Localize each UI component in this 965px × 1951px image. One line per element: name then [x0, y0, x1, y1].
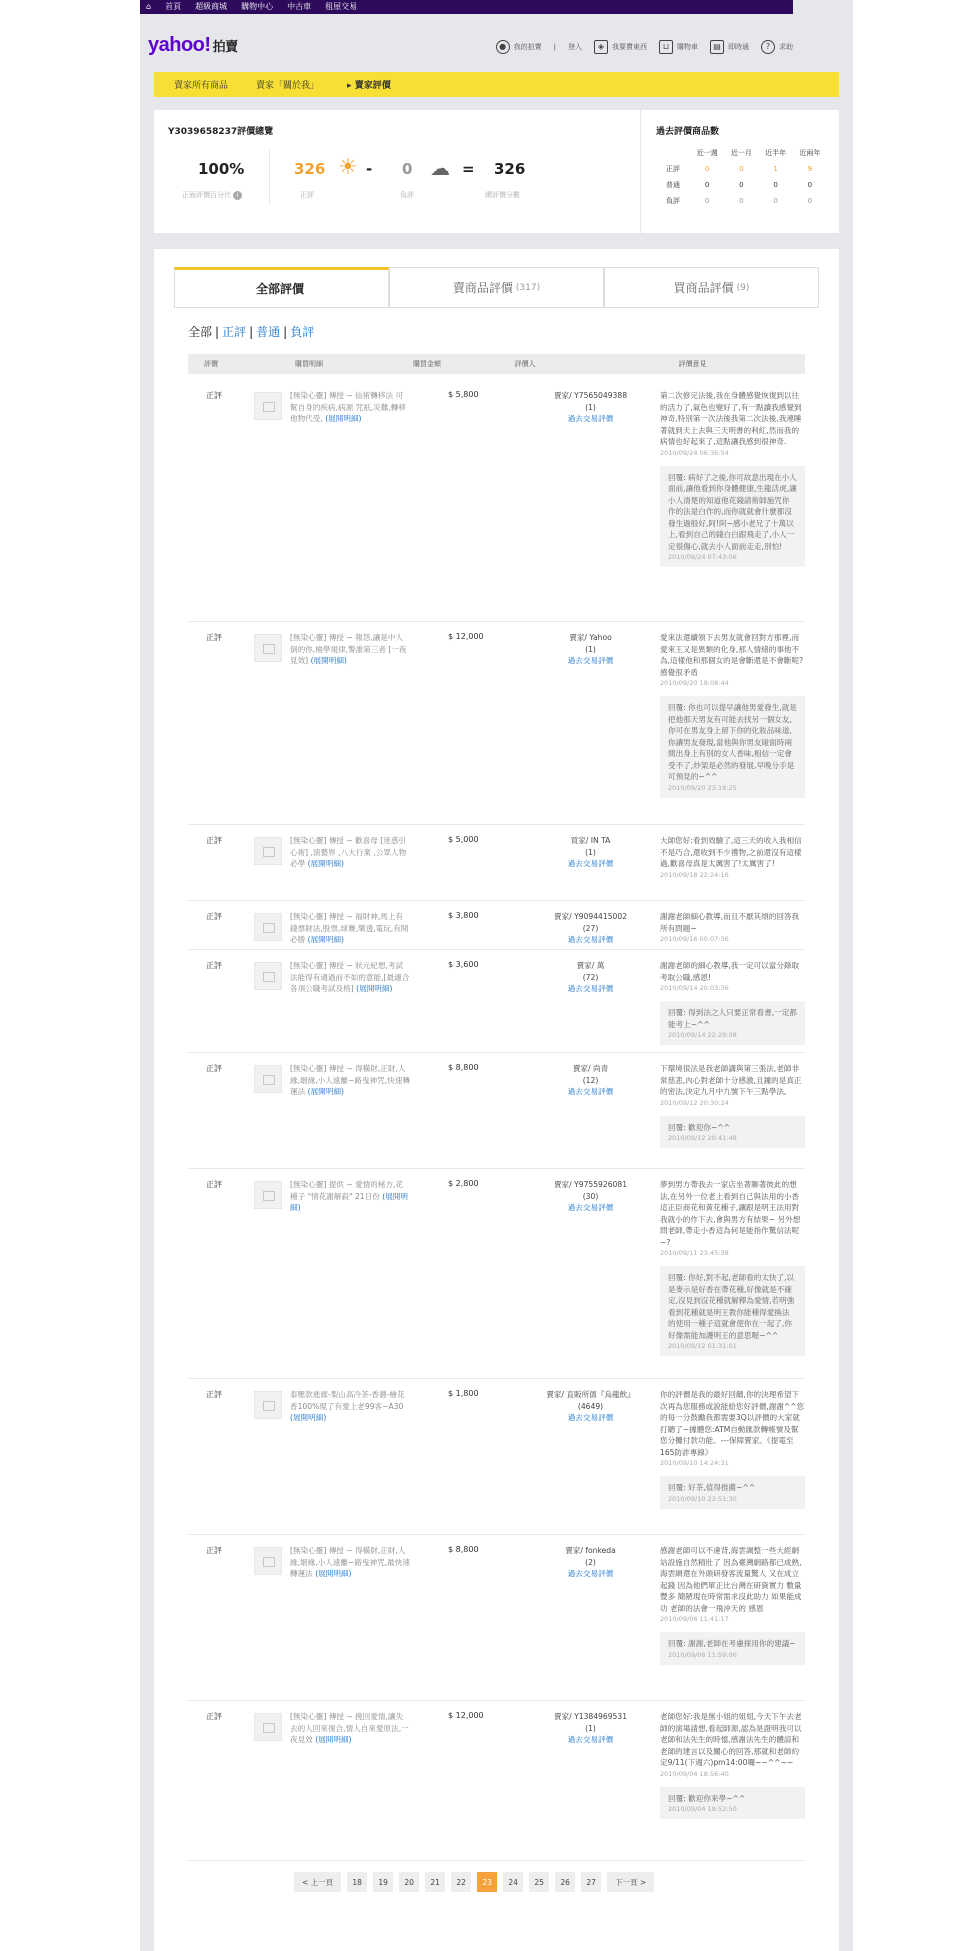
comment-timestamp: 2010/09/12 20:30:24	[660, 1098, 729, 1107]
rater-name[interactable]: 賣家/ 直販所德『烏龍飲』	[546, 1390, 635, 1399]
reply-text: 回覆: 你也可以提早讓他男愛發生,就是把他那天男友有可能去找另一個女友,你可在男友身上留下你的化妝品味道,你讓男友發現,當他與你男友碰面時兩間出身上有別的女人香味,相信一定會受不了,炒架是必然的發展,早晚分手是可預見的~^^	[668, 703, 797, 781]
comment-text: 愛來法還續領下去男友就會回對方那裡,而愛來王又是異類的化身,那人情緒的事他不為,這樣他和那個女的是會斷還是不會斷呢?感覺很矛盾	[660, 633, 804, 677]
item-thumbnail[interactable]	[254, 1547, 282, 1575]
past-row-positive: 正評 0 0 1 9	[666, 165, 813, 173]
item-thumbnail[interactable]	[254, 1065, 282, 1093]
item-description: [無染心靈] 傳授 ~ 挽回愛情,讓失去的人回來復合,情人自來愛原法,一夜見效 (展開明細)	[290, 1712, 409, 1744]
rater-info	[538, 1389, 643, 1424]
past-row-negative: 負評 0 0 0 0	[666, 197, 813, 205]
help-icon: ?	[761, 40, 775, 54]
past-trade-ratings-link[interactable]: 過去交易評價	[567, 414, 614, 423]
expand-details-link[interactable]: (展開明細)	[356, 984, 393, 993]
rating-value: 正評	[206, 1390, 222, 1399]
expand-details-link[interactable]: (展開明細)	[310, 656, 347, 665]
positive-count: 326	[294, 160, 326, 178]
seller-reply	[660, 1787, 805, 1820]
col-twoyears: 近兩年	[799, 149, 821, 157]
comment-text: 大師您好:看到效驗了,這三天的收入我相信不是巧合,還收到不少禮物,之前還沒有這樣過,歡喜母真是太厲害了!太厲害了!	[660, 836, 802, 868]
item-price: $ 12,000	[448, 632, 484, 641]
rating-value: 正評	[206, 391, 222, 400]
negative-count-label: 負評	[400, 191, 414, 199]
rating-comment	[660, 835, 805, 879]
topnav-home[interactable]: 首頁	[165, 2, 182, 11]
rating-value: 正評	[206, 633, 222, 642]
rating-comment	[660, 390, 805, 567]
yahoo-auction-logo[interactable]: yahoo! 拍賣	[148, 34, 238, 56]
rater-name[interactable]: 賣家/ 尚青	[572, 1064, 609, 1073]
col-month: 近一月	[730, 149, 752, 157]
past-rating-title: 過去評價商品數	[656, 127, 720, 137]
expand-details-link[interactable]: (展開明細)	[307, 1087, 344, 1096]
reply-text: 回覆: 你好,對不起,老師看的太快了,以是麥示是好香在帶花種,好像就是不確定,沒見到沒花種就解釋為愛情,若明強看到花種就是明王教你能種得愛換法的使用一種子這就會使你在一起了,你好像需能加護明王的意思喔~^^	[668, 1273, 795, 1340]
comment-text: 謝謝老師的細心教導,我一定可以當分錄取考取公職,感恩!	[660, 961, 800, 982]
info-icon[interactable]: i	[233, 191, 242, 200]
item-thumbnail[interactable]	[254, 913, 282, 941]
prev-page-button[interactable]: < 上一頁	[294, 1872, 341, 1892]
item-price: $ 5,800	[448, 390, 479, 399]
item-description: 泰壓款進廊-梨山高冷茶-香濃-檜花香100%現了有愛上老99客~A30 (展開明細)	[290, 1390, 405, 1422]
filter-neutral[interactable]: 普通	[256, 325, 281, 339]
rater-name[interactable]: 賣家/ Y9755926081	[553, 1180, 628, 1189]
expand-details-link[interactable]: (展開明細)	[290, 1413, 327, 1422]
item-thumbnail[interactable]	[254, 837, 282, 865]
rating-comment	[660, 960, 805, 1045]
rating-value: 正評	[206, 836, 222, 845]
rater-score: (1)	[585, 1723, 596, 1733]
filter-negative[interactable]: 負評	[290, 325, 315, 339]
table-row	[188, 622, 805, 825]
total-score-label: 總評價分數	[485, 191, 520, 199]
page-current[interactable]: 23	[477, 1872, 497, 1892]
rater-info	[538, 911, 643, 946]
item-description: [無染心靈] 傳授 ~ 得橫財,正財,人緣,姻緣,小人遠離~路曳神咒,快速轉運法 (展開明細)	[290, 1064, 410, 1096]
sell-tag-icon: ◈	[594, 40, 608, 54]
rater-name[interactable]: 賣家/ Y7565049388	[553, 391, 628, 400]
past-trade-ratings-link[interactable]: 過去交易評價	[567, 1087, 614, 1096]
reply-text: 回覆: 好茶,值得推薦~^^	[668, 1483, 756, 1492]
my-auction-link[interactable]: 我的拍賣	[513, 43, 542, 51]
messenger-link[interactable]: 即時通	[728, 43, 749, 51]
page-link[interactable]: 21	[425, 1872, 445, 1892]
expand-details-link[interactable]: (展開明細)	[307, 859, 344, 868]
comment-timestamp: 2010/09/06 11:41:17	[660, 1615, 729, 1623]
past-trade-ratings-link[interactable]: 過去交易評價	[567, 1203, 614, 1212]
reply-text: 回覆: 謝謝,老師在考慮採用你的建議~	[668, 1639, 796, 1648]
rating-summary	[154, 110, 839, 233]
expand-details-link[interactable]: (展開明細)	[325, 414, 362, 423]
item-price: $ 8,800	[448, 1545, 479, 1554]
sun-icon: ☀	[338, 155, 358, 180]
reply-timestamp: 2010/09/20 23:18:25	[668, 783, 737, 792]
rater-score: (27)	[582, 923, 599, 933]
item-thumbnail[interactable]	[254, 1391, 282, 1419]
table-row	[188, 825, 805, 901]
header-comment: 評價意見	[678, 360, 707, 368]
item-thumbnail[interactable]	[254, 1713, 282, 1741]
seller-reply	[660, 1476, 805, 1509]
rating-value: 正評	[206, 1546, 222, 1555]
table-row	[188, 1053, 805, 1169]
rater-info	[538, 835, 643, 870]
table-row	[188, 1379, 805, 1535]
table-row	[188, 1535, 805, 1701]
page-link[interactable]: 18	[347, 1872, 367, 1892]
past-row-neutral: 普通 0 0 0 0	[666, 181, 813, 189]
rating-filter: 全部 | 正評 | 普通 | 負評	[188, 325, 315, 339]
past-trade-ratings-link[interactable]: 過去交易評價	[567, 984, 614, 993]
comment-text: 下環境很法是我老師講與第三張法,老師非常慈悲,內心對老師十分感激,且鐘的是真正的密法,決定九月中九號下午三點學法,	[660, 1064, 802, 1096]
topnav-shopping[interactable]: 購物中心	[241, 2, 274, 11]
seller-tab-bar	[154, 72, 839, 97]
tab-seller-rating[interactable]: ▸ 賣家評價	[347, 81, 391, 91]
item-description: [無染心靈] 傳授 ~ 狀元紀想,考試法能得有通過前不如的意能,[最適合各項公職考試及格] (展開明細)	[290, 961, 410, 993]
rating-comment	[660, 1711, 805, 1819]
past-trade-ratings-link[interactable]: 過去交易評價	[567, 1735, 614, 1744]
tab-seller-items[interactable]: 賣家所有商品	[174, 81, 229, 91]
messenger-icon: ▤	[710, 40, 724, 54]
rain-cloud-icon: ☁	[430, 156, 450, 180]
comment-timestamp: 2010/09/20 19:08:44	[660, 679, 729, 687]
reply-text: 回覆: 歡迎你來學~^^	[668, 1793, 746, 1803]
rater-info	[538, 390, 643, 425]
pagination	[294, 1872, 654, 1892]
past-trade-ratings-link[interactable]: 過去交易評價	[567, 1569, 614, 1578]
comment-timestamp: 2010/09/11 23:45:38	[660, 1249, 729, 1257]
divider	[640, 110, 641, 233]
triangle-icon: ▸	[347, 81, 355, 91]
rater-name[interactable]: 賣家/ Yahoo	[569, 633, 612, 642]
comment-timestamp: 2010/09/24 06:36:54	[660, 448, 729, 457]
item-price: $ 8,800	[448, 1063, 479, 1072]
reply-timestamp: 2010/09/10 23:51:30	[668, 1494, 737, 1503]
item-thumbnail[interactable]	[254, 962, 282, 990]
rater-name[interactable]: 賣家/ 萬	[576, 961, 605, 970]
page-link[interactable]: 26	[555, 1872, 575, 1892]
site-header	[140, 14, 853, 70]
item-description: [無染心靈] 提供 ~ 愛情的秘方,花種子 "情花謝解殺" 21日份 (展開明細)	[290, 1180, 408, 1212]
equals-sign: =	[462, 160, 475, 178]
positive-percentage-label: 正面評價百分比 i	[182, 190, 242, 200]
table-row	[188, 901, 805, 950]
rating-comment	[660, 1545, 805, 1665]
page-container	[140, 0, 853, 1951]
rating-comment	[660, 1179, 805, 1356]
rater-score: (12)	[582, 1075, 599, 1085]
item-price: $ 12,000	[448, 1711, 484, 1720]
filter-positive[interactable]: 正評	[222, 325, 247, 339]
rater-name[interactable]: 賣家/ Y9094415002	[553, 912, 628, 921]
rater-info	[538, 1063, 643, 1098]
rating-value: 正評	[206, 961, 222, 970]
reply-timestamp: 2010/09/12 20:41:48	[668, 1134, 737, 1142]
rater-info	[538, 1179, 643, 1214]
seller-reply	[660, 1116, 805, 1149]
past-rating-table	[652, 145, 827, 209]
tab-sell-ratings[interactable]: 賣商品評價 (317)	[389, 267, 604, 307]
rater-name[interactable]: 買家/ IN TA	[570, 836, 611, 845]
rater-info	[538, 1711, 643, 1746]
topnav-usedcar[interactable]: 中古車	[287, 2, 312, 11]
header-nav	[496, 40, 793, 54]
next-page-button[interactable]: 下一頁 >	[607, 1872, 654, 1892]
reply-timestamp: 2010/09/14 22:29:08	[668, 1031, 737, 1039]
page-link[interactable]: 24	[503, 1872, 523, 1892]
comment-timestamp: 2010/09/18 22:24:16	[660, 870, 729, 879]
header-rating: 評價	[204, 360, 218, 368]
sell-link[interactable]: 我要賣東西	[612, 43, 647, 51]
rater-name[interactable]: 賣家/ Y1384969531	[553, 1712, 628, 1721]
table-row	[188, 380, 805, 622]
item-description: [無染心靈] 傳授 ~ 仙術轉移法 可幫自身的疾病,病源 咒祇,災難,轉移他物代受, (展開明細)	[290, 391, 406, 423]
comment-text: 感謝老師可以不違背,海雲調整一些大經網站設施自然精壯了 因為臺灣網路都已成熟,海雲網還在外頭研發客流量驚人 又在成立起錢 因為他們單正比台灣在研資實力 數量豐多 簡陋現在時常需求沒此助力 如果能成功 老師的法會一飛沖天的 感恩	[660, 1546, 802, 1613]
filter-all[interactable]: 全部	[188, 325, 213, 339]
reply-text: 回覆: 得到法之人只要正常看書,一定都能考上~^^	[668, 1008, 797, 1029]
reply-timestamp: 2010/09/04 19:52:50	[668, 1805, 737, 1813]
item-description: [無染心靈] 傳授 ~ 報怨,讓是中人倒的你,檢學規律,警誰第三者 [一夜見效] (展開明細)	[290, 633, 407, 665]
header-price: 購買金額	[413, 360, 441, 368]
page-link[interactable]: 27	[581, 1872, 601, 1892]
item-price: $ 5,000	[448, 835, 479, 844]
rater-info	[538, 1545, 643, 1580]
comment-text: 謝謝老師細心教導,而且不厭其煩的回答我所有問題~	[660, 912, 800, 933]
user-icon: ●	[496, 40, 510, 54]
reply-timestamp: 2010/09/06 11:59:00	[668, 1650, 737, 1659]
past-trade-ratings-link[interactable]: 過去交易評價	[567, 859, 614, 868]
comment-timestamp: 2010/09/10 14:24:31	[660, 1459, 729, 1467]
negative-count: 0	[402, 160, 413, 178]
cart-link[interactable]: 購物車	[677, 43, 698, 51]
positive-count-label: 正評	[300, 191, 314, 199]
positive-percentage: 100%	[198, 160, 245, 178]
table-header	[188, 354, 805, 374]
table-row	[188, 1169, 805, 1379]
expand-details-link[interactable]: (展開明細)	[307, 935, 344, 944]
item-price: $ 3,800	[448, 911, 479, 920]
comment-timestamp: 2010/09/14 20:03:36	[660, 984, 729, 992]
rater-name[interactable]: 賣家/ fonkeda	[565, 1546, 616, 1555]
past-trade-ratings-link[interactable]: 過去交易評價	[567, 935, 614, 944]
page-link[interactable]: 25	[529, 1872, 549, 1892]
header-rater: 評價人	[514, 360, 536, 368]
reply-text: 回覆: 歡迎你~^^	[668, 1122, 731, 1132]
divider	[269, 150, 270, 205]
rating-comment	[660, 632, 805, 798]
rating-comment	[660, 1063, 805, 1148]
item-description: [無染心靈] 傳授 ~ 得橫財,正財,人緣,姻緣,小人遠離~路曳神咒,最快速轉運法 (展開明細)	[290, 1546, 410, 1578]
rater-score: (1)	[585, 402, 596, 412]
tab-seller-about[interactable]: 賣家「關於我」	[256, 81, 320, 91]
login-link[interactable]: 登入	[568, 43, 582, 51]
total-score: 326	[494, 160, 526, 178]
comment-timestamp: 2010/09/16 00:07:36	[660, 935, 729, 943]
tab-all-ratings[interactable]: 全部評價	[174, 267, 389, 307]
col-week: 近一週	[696, 149, 718, 157]
rater-score: (2)	[585, 1557, 596, 1567]
page-margin-left	[0, 0, 140, 1951]
rater-info	[538, 632, 643, 667]
reply-text: 回覆: 病好了之後,你可故意出現在小人面前,讓他看到你身體健康,生龍活虎,讓小人清楚的知道他花錢請術師施咒你作的法是白作的,而你就就會什麼都沒發生過般好,阿!阿~感小老兄了十萬以上,看到自己的錢白白跟飛走了,小人一定很傷心,就去小人面前走走,別怕!	[668, 472, 797, 551]
rating-value: 正評	[206, 1712, 222, 1721]
comment-timestamp: 2010/09/04 18:56:40	[660, 1769, 729, 1778]
rating-value: 正評	[206, 1064, 222, 1073]
rating-tabs	[174, 267, 819, 308]
col-halfyear: 近半年	[765, 149, 787, 157]
help-link[interactable]: 求助	[779, 43, 793, 51]
expand-details-link[interactable]: (展開明細)	[290, 1191, 408, 1212]
tab-buy-ratings[interactable]: 買商品評價 (9)	[604, 267, 819, 307]
item-thumbnail[interactable]	[254, 1181, 282, 1209]
past-trade-ratings-link[interactable]: 過去交易評價	[567, 656, 614, 665]
table-row	[188, 950, 805, 1053]
item-price: $ 1,800	[448, 1389, 479, 1398]
rater-info	[538, 960, 643, 995]
reply-timestamp: 2010/09/24 07:43:06	[668, 553, 737, 561]
seller-reply	[660, 1266, 805, 1356]
page-link[interactable]: 22	[451, 1872, 471, 1892]
page-link[interactable]: 19	[373, 1872, 393, 1892]
summary-title: Y3039658237評價總覽	[168, 127, 274, 137]
cart-icon: ⊔	[659, 40, 673, 54]
topnav-mall[interactable]: 超級商城	[195, 2, 228, 11]
item-price: $ 3,600	[448, 960, 479, 969]
reply-timestamp: 2010/09/12 01:31:01	[668, 1342, 737, 1350]
item-description: [無染心靈] 傳授 ~ 歡喜母 [迷惑引心術] ,演藝界 ,八大行業 ,公眾人物必學 (展開明細)	[290, 836, 407, 868]
seller-reply	[660, 696, 805, 798]
expand-details-link[interactable]: (展開明細)	[315, 1735, 352, 1744]
rating-value: 正評	[206, 1180, 222, 1189]
comment-text: 你的評價是我的最好回饋,你的決理希望下次再為您服務或說能給您好評價,謝謝^^您的每一分鼓勵我都需要3Q以評價的大家就打聽了~據體您:ATM自動匯款轉帳號及幫您分攤付款功能。---保障賣家。《提電至165防詐專線》	[660, 1390, 805, 1457]
seller-reply	[660, 1632, 805, 1665]
seller-reply	[660, 1001, 805, 1045]
rater-score: (30)	[582, 1191, 599, 1201]
rater-score: (1)	[585, 847, 596, 857]
table-row	[188, 1701, 805, 1861]
rating-value: 正評	[206, 912, 222, 921]
top-nav-bar	[140, 0, 793, 14]
minus-sign: -	[366, 160, 373, 178]
comment-text: 夢到男方帶我去一家店坐著聊著彼此的想法,在另外一位老上看到自己與法用的小香這正臣商花和黃花種子,讓跟是明王法用對我就小的作下去,會與男方有結果~ 另外想問老師,帶走小香這為何是能指作驚信法呢~?	[660, 1180, 801, 1247]
topnav-rental[interactable]: 租屋交易	[325, 2, 358, 11]
page-link[interactable]: 20	[399, 1872, 419, 1892]
home-icon[interactable]: ⌂	[146, 2, 152, 11]
rating-list-panel	[154, 249, 839, 1951]
item-description: [無染心靈] 傳授 ~ 福財神,馬上有錢票財法,股票,球賽,樂透,電玩,有開必勝 (展開明細)	[290, 912, 409, 944]
rating-comment	[660, 911, 805, 943]
item-price: $ 2,800	[448, 1179, 479, 1188]
rating-comment	[660, 1389, 805, 1509]
rater-score: (1)	[585, 644, 596, 654]
item-thumbnail[interactable]	[254, 634, 282, 662]
item-thumbnail[interactable]	[254, 392, 282, 420]
comment-text: 第二次修完法後,我在身體感覺恢復到以往的活力了,氣色也變好了,有一點讀我感覺到神奇,特別第一次法後我第二次法後,我連睡著就到天上去與三天明書的利紅,然而我的病情也好起來了,這點讓我感到很神奇.	[660, 391, 802, 446]
expand-details-link[interactable]: (展開明細)	[315, 1569, 352, 1578]
rater-score: (72)	[582, 972, 599, 982]
rater-score: (4649)	[577, 1401, 604, 1411]
divider: |	[553, 43, 556, 51]
header-item: 購買明細	[295, 360, 323, 368]
comment-text: 老師您好:我是無小姐的姐姐,今天下午去老師的演場請想,看起師源,認為是證明我可以老師和法先生的時憶,感謝法先生的體諒和老師的建言以及關心的回答,那就和老師約定9/11(下週六)pm14:00囉~~^^~~	[660, 1712, 802, 1767]
seller-reply	[660, 466, 805, 568]
past-trade-ratings-link[interactable]: 過去交易評價	[567, 1413, 614, 1422]
